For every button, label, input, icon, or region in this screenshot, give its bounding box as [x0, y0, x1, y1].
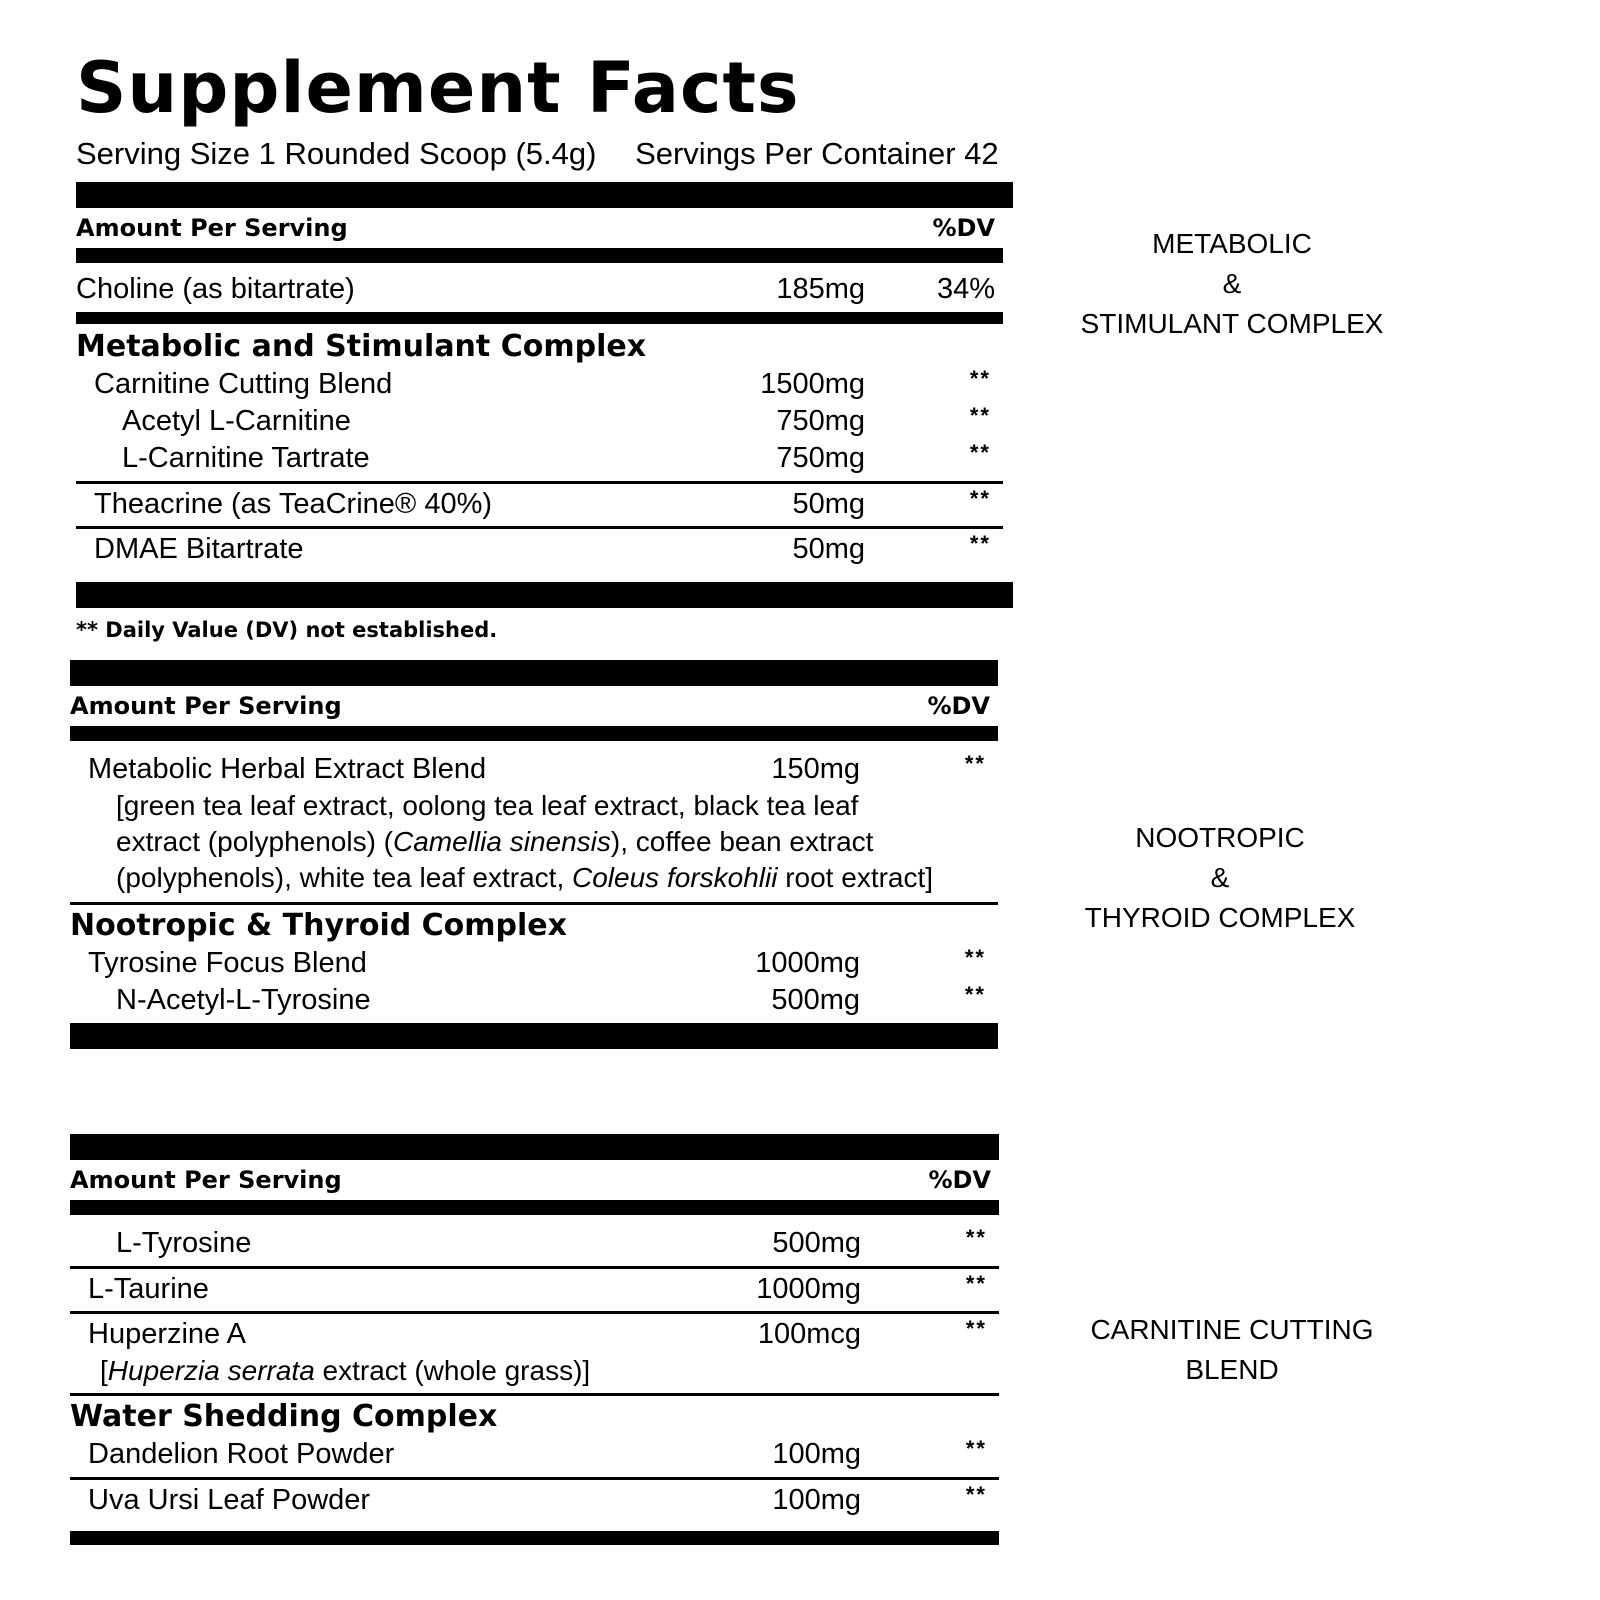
dv-header: %DV [927, 692, 990, 720]
ingredient-row [70, 751, 998, 788]
dv-not-established-mark: ** [969, 403, 991, 428]
dv-header: %DV [928, 1166, 991, 1194]
ingredient-name: L-Taurine [88, 1273, 209, 1305]
ingredient-name: Acetyl L-Carnitine [122, 405, 351, 437]
nutrient-name: Choline (as bitartrate) [76, 273, 355, 305]
amount-per-serving-label: Amount Per Serving [70, 692, 342, 720]
medium-rule [76, 312, 1003, 324]
page-title: Supplement Facts [76, 47, 800, 129]
section-title: Nootropic & Thyroid Complex [70, 908, 567, 943]
serving-size: Serving Size 1 Rounded Scoop (5.4g) [76, 136, 597, 171]
dv-not-established-mark: ** [965, 1316, 987, 1341]
thin-rule [70, 902, 998, 905]
thin-rule [70, 1266, 999, 1269]
ingredient-amount: 1000mg [756, 1273, 861, 1305]
nutrient-amount: 185mg [776, 273, 865, 305]
thin-rule [70, 1477, 999, 1480]
dv-not-established-mark: ** [965, 1225, 987, 1250]
amount-per-serving-label: Amount Per Serving [76, 214, 348, 242]
table-header [70, 1160, 999, 1200]
thin-rule [76, 481, 1003, 484]
facts-panel-1 [76, 182, 1013, 642]
ingredient-name: Uva Ursi Leaf Powder [88, 1484, 371, 1516]
ingredient-name: Carnitine Cutting Blend [94, 368, 393, 400]
dv-not-established-mark: ** [964, 982, 986, 1007]
dv-not-established-mark: ** [969, 366, 991, 391]
ingredient-name: Dandelion Root Powder [88, 1438, 395, 1470]
amount-per-serving-label: Amount Per Serving [70, 1166, 342, 1194]
dv-not-established-mark: ** [969, 531, 991, 556]
facts-panel-3 [70, 1134, 999, 1545]
side-label-nootropic: NOOTROPIC & THYROID COMPLEX [1084, 822, 1356, 933]
ingredient-name: Metabolic Herbal Extract Blend [88, 753, 487, 785]
ingredient-row [76, 366, 1003, 403]
ingredient-name: Huperzine A [88, 1318, 246, 1350]
side-label-carnitine: CARNITINE CUTTING BLEND [1090, 1314, 1374, 1385]
ingredient-row [76, 403, 1003, 440]
huperzine-source-note: [Huperzia serrata extract (whole grass)] [100, 1355, 591, 1386]
thick-rule [70, 1023, 998, 1049]
dv-not-established-mark: ** [964, 751, 986, 776]
thin-rule [70, 1311, 999, 1314]
dv-header: %DV [932, 214, 995, 242]
thick-rule [76, 582, 1013, 608]
medium-rule [70, 726, 998, 741]
facts-panel-2 [70, 660, 998, 1049]
ingredient-name: Theacrine (as TeaCrine® 40%) [94, 488, 493, 520]
ingredient-row [70, 1271, 999, 1308]
thick-rule [70, 660, 998, 686]
ingredient-amount: 100mg [772, 1438, 861, 1470]
ingredient-name: N-Acetyl-L-Tyrosine [116, 984, 371, 1016]
ingredient-amount: 1000mg [755, 947, 860, 979]
ingredient-amount: 50mg [792, 533, 865, 565]
ingredient-amount: 150mg [771, 753, 860, 785]
ingredient-amount: 500mg [772, 1227, 861, 1259]
thin-rule [76, 526, 1003, 529]
ingredient-row [70, 945, 998, 982]
section-title: Water Shedding Complex [70, 1399, 498, 1434]
dv-not-established-mark: ** [969, 486, 991, 511]
ingredient-amount: 100mg [772, 1484, 861, 1516]
medium-rule [76, 248, 1003, 263]
dv-not-established-mark: ** [965, 1436, 987, 1461]
ingredient-amount: 750mg [776, 442, 865, 474]
ingredient-row [70, 1316, 999, 1353]
servings-per-container: Servings Per Container 42 [635, 136, 999, 171]
medium-rule [70, 1200, 999, 1215]
thin-rule [70, 1393, 999, 1396]
ingredient-row [76, 531, 1003, 568]
ingredient-name: L-Tyrosine [116, 1227, 252, 1259]
ingredient-row [70, 1225, 999, 1262]
ingredient-row [70, 1482, 999, 1519]
ingredient-name: L-Carnitine Tartrate [122, 442, 370, 474]
ingredient-row [76, 486, 1003, 523]
nutrient-row [76, 271, 1003, 308]
ingredient-name: Tyrosine Focus Blend [88, 947, 367, 979]
table-header [76, 208, 1003, 248]
ingredient-amount: 50mg [792, 488, 865, 520]
ingredient-amount: 750mg [776, 405, 865, 437]
ingredient-row [70, 1436, 999, 1473]
medium-rule [70, 1531, 999, 1545]
thick-rule [70, 1134, 999, 1160]
ingredient-amount: 1500mg [760, 368, 865, 400]
footnote: ** Daily Value (DV) not established. [76, 618, 498, 642]
dv-not-established-mark: ** [964, 945, 986, 970]
section-title: Metabolic and Stimulant Complex [76, 329, 647, 364]
ingredient-row [76, 440, 1003, 477]
ingredient-amount: 100mcg [757, 1318, 861, 1350]
side-label-metabolic: METABOLIC & STIMULANT COMPLEX [1080, 228, 1384, 339]
serving-info [76, 134, 999, 174]
table-header [70, 686, 998, 726]
thick-rule [76, 182, 1013, 208]
ingredient-row [70, 982, 998, 1019]
nutrient-dv: 34% [936, 273, 995, 305]
dv-not-established-mark: ** [965, 1482, 987, 1507]
ingredient-name: DMAE Bitartrate [94, 533, 304, 565]
ingredient-amount: 500mg [771, 984, 860, 1016]
dv-not-established-mark: ** [969, 440, 991, 465]
dv-not-established-mark: ** [965, 1271, 987, 1296]
blend-ingredients: [green tea leaf extract, oolong tea leaf extract, black tea leaf extract (polyphenols) (Camellia sinensis), coffee bean extract (polyphenols), white tea leaf extract, Coleus forskohlii root extract] [116, 790, 934, 893]
